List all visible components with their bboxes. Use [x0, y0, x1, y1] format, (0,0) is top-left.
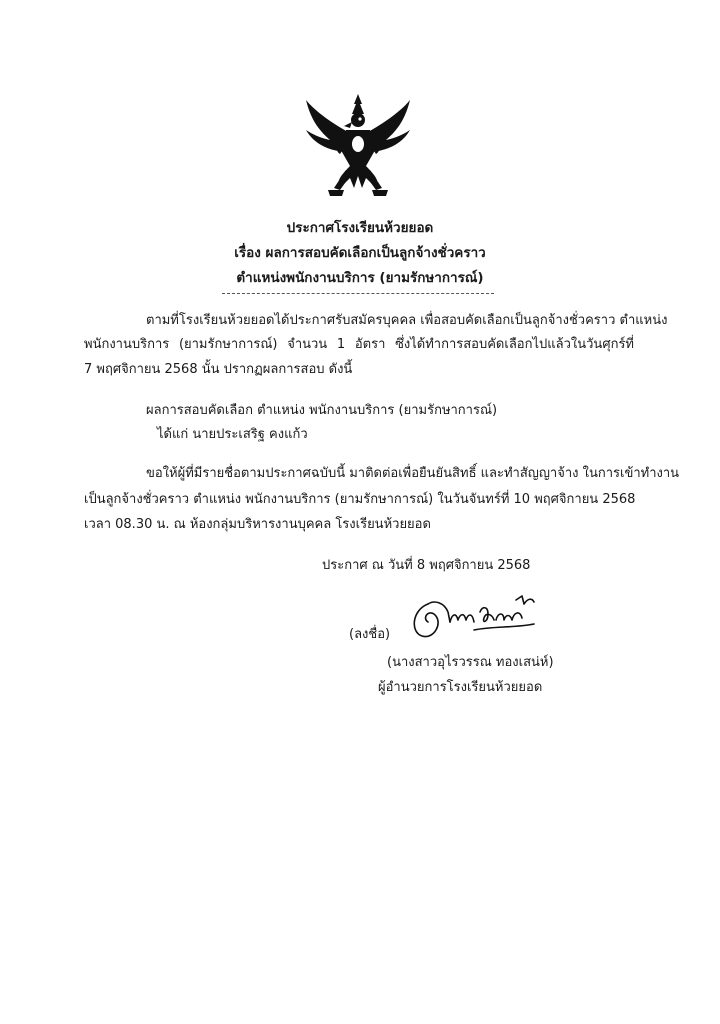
announcement-position: ตำแหน่งพนักงานบริการ (ยามรักษาการณ์) [236, 270, 484, 286]
paragraph-2-line-1: ขอให้ผู้ที่มีรายชื่อตามประกาศฉบับนี้ มาติดต่อเพื่อยืนยันสิทธิ์ และทำสัญญาจ้าง ในการเข้าทำงาน [146, 466, 680, 481]
paragraph-2-line-2: เป็นลูกจ้างชั่วคราว ตำแหน่ง พนักงานบริการ (ยามรักษาการณ์) ในวันจันทร์ที่ 10 พฤศจิกายน 2568 [84, 492, 636, 507]
signature-label: (ลงชื่อ) [349, 627, 391, 642]
result-heading: ผลการสอบคัดเลือก ตำแหน่ง พนักงานบริการ (ยามรักษาการณ์) [146, 403, 498, 418]
garuda-emblem-icon [300, 92, 416, 202]
handwritten-signature-icon [404, 592, 544, 642]
signer-position: ผู้อำนวยการโรงเรียนห้วยยอด [378, 680, 543, 695]
announcement-title: ประกาศโรงเรียนห้วยยอด [286, 220, 434, 236]
result-candidate: ได้แก่ นายประเสริฐ คงแก้ว [157, 427, 308, 442]
announcement-subject: เรื่อง ผลการสอบคัดเลือกเป็นลูกจ้างชั่วคราว [234, 245, 486, 261]
paragraph-1-line-1: ตามที่โรงเรียนห้วยยอดได้ประกาศรับสมัครบุคคล เพื่อสอบคัดเลือกเป็นลูกจ้างชั่วคราว ตำแหน่ง [146, 313, 668, 328]
header-separator [222, 293, 494, 294]
paragraph-1-line-2: พนักงานบริการ (ยามรักษาการณ์) จำนวน 1 อัตรา ซึ่งได้ทำการสอบคัดเลือกไปแล้วในวันศุกร์ที่ [84, 337, 634, 352]
paragraph-1-line-3: 7 พฤศจิกายน 2568 นั้น ปรากฏผลการสอบ ดังนี้ [84, 362, 353, 377]
announcement-date: ประกาศ ณ วันที่ 8 พฤศจิกายน 2568 [322, 558, 531, 573]
paragraph-2-line-3: เวลา 08.30 น. ณ ห้องกลุ่มบริหารงานบุคคล โรงเรียนห้วยยอด [84, 517, 431, 532]
signer-name: (นางสาวอุไรวรรณ ทองเสน่ห์) [387, 655, 554, 670]
